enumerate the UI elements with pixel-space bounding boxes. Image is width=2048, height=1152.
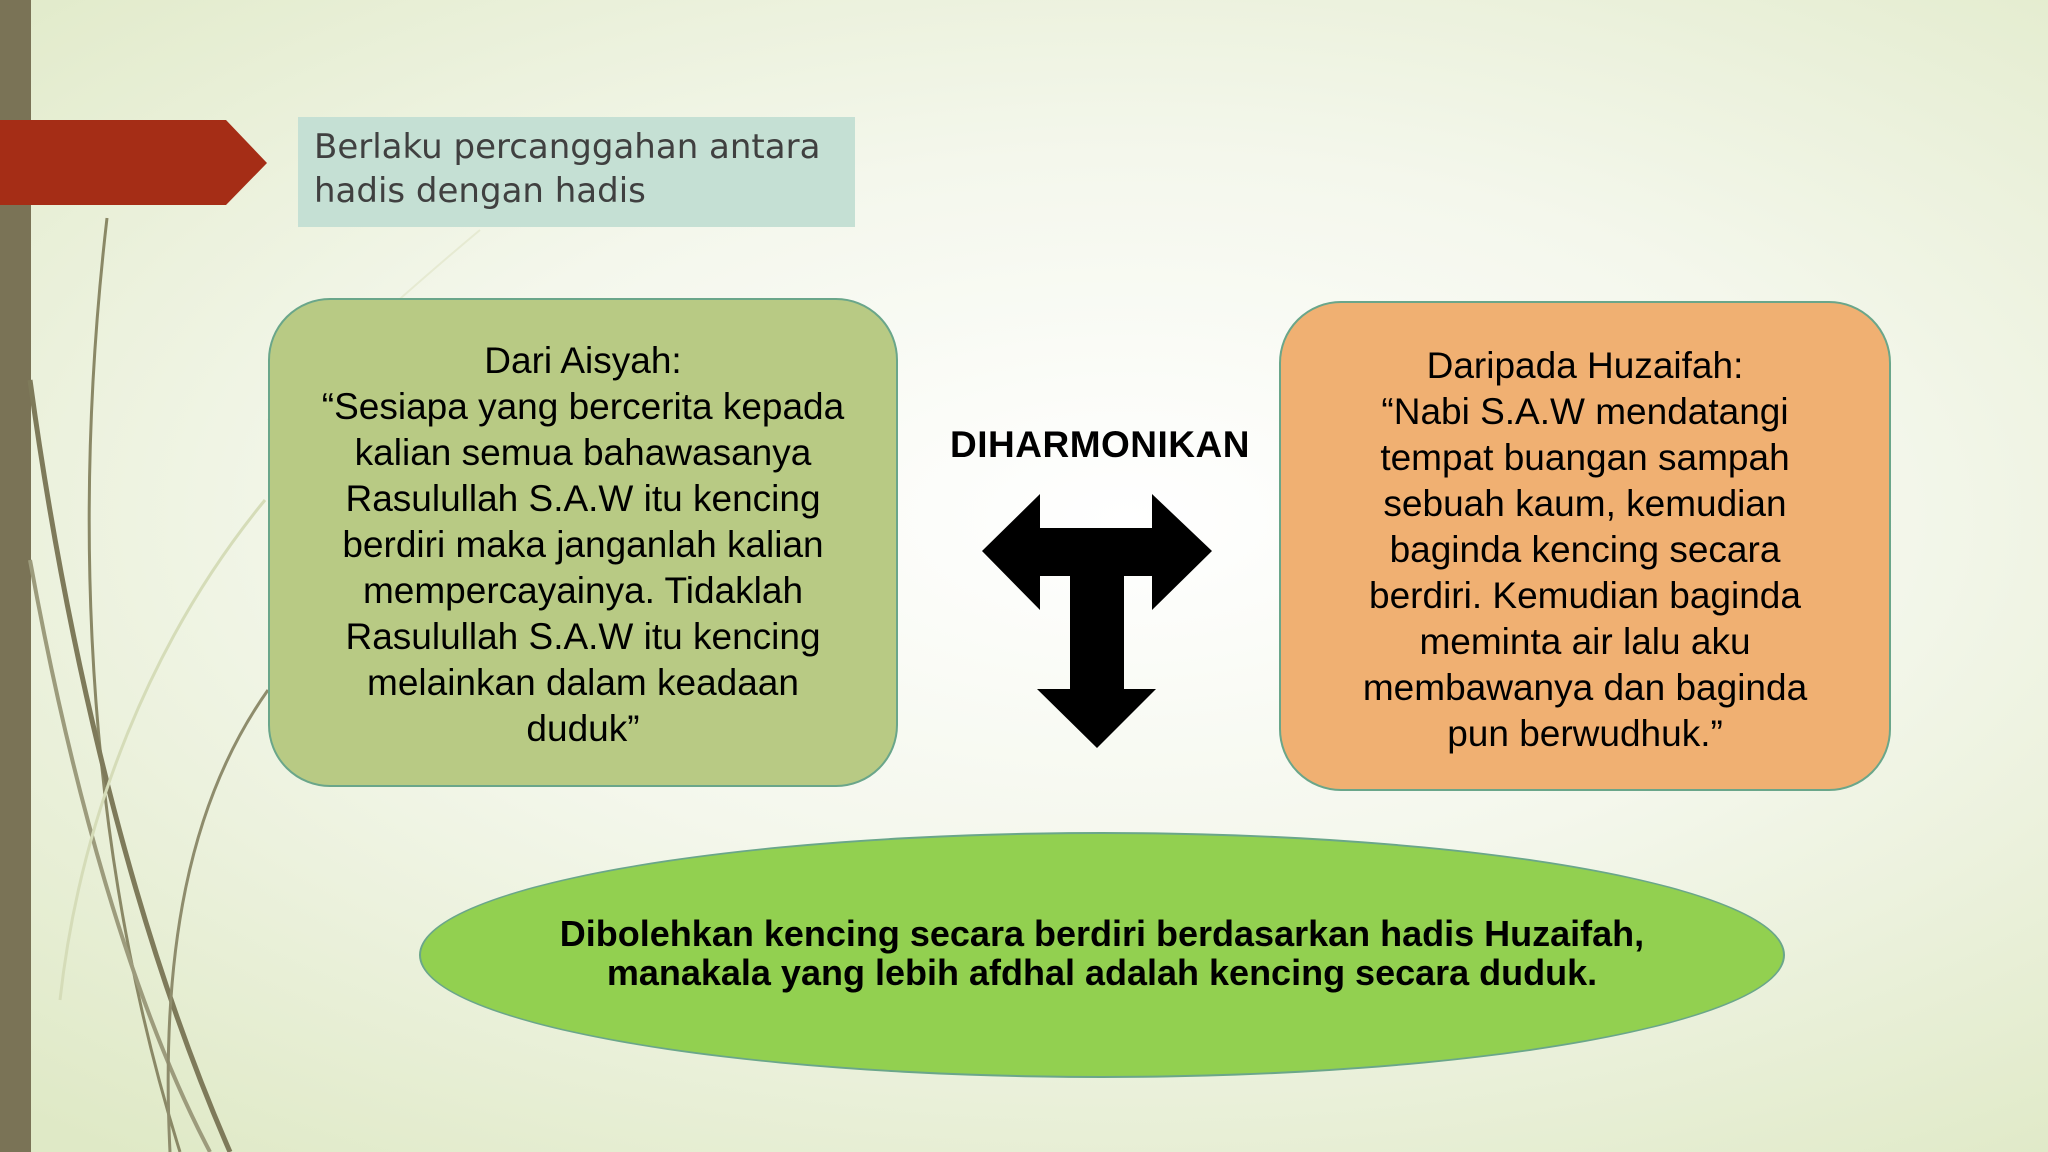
hadith-line: Rasulullah S.A.W itu kencing xyxy=(345,478,821,519)
hadith-huzaifah-box xyxy=(1279,301,1891,791)
hadith-line: Dari Aisyah: xyxy=(484,340,682,381)
harmonize-label: DIHARMONIKAN xyxy=(950,424,1250,465)
hadith-line: pun berwudhuk.” xyxy=(1447,713,1723,754)
hadith-line: berdiri. Kemudian baginda xyxy=(1369,575,1801,616)
hadith-line: Daripada Huzaifah: xyxy=(1426,345,1744,386)
conclusion-line: Dibolehkan kencing secara berdiri berdasarkan hadis Huzaifah, xyxy=(559,913,1645,954)
title-line: hadis dengan hadis xyxy=(314,171,646,211)
hadith-line: baginda kencing secara xyxy=(1389,529,1781,570)
hadith-line: Rasulullah S.A.W itu kencing xyxy=(345,616,821,657)
hadith-line: melainkan dalam keadaan xyxy=(367,662,799,703)
hadith-line: “Sesiapa yang bercerita kepada xyxy=(321,386,845,427)
title-line: Berlaku percanggahan antara xyxy=(314,127,821,167)
hadith-line: tempat buangan sampah xyxy=(1380,437,1790,478)
hadith-line: berdiri maka janganlah kalian xyxy=(342,524,824,565)
hadith-line: meminta air lalu aku xyxy=(1419,621,1751,662)
hadith-line: duduk” xyxy=(526,708,640,749)
hadith-line: kalian semua bahawasanya xyxy=(354,432,812,473)
hadith-line: sebuah kaum, kemudian xyxy=(1383,483,1787,524)
hadith-line: “Nabi S.A.W mendatangi xyxy=(1381,391,1789,432)
conclusion-oval xyxy=(419,832,1785,1078)
conclusion-line: manakala yang lebih afdhal adalah kencing secara duduk. xyxy=(606,952,1598,993)
hadith-line: mempercayainya. Tidaklah xyxy=(362,570,804,611)
hadith-line: membawanya dan baginda xyxy=(1362,667,1808,708)
